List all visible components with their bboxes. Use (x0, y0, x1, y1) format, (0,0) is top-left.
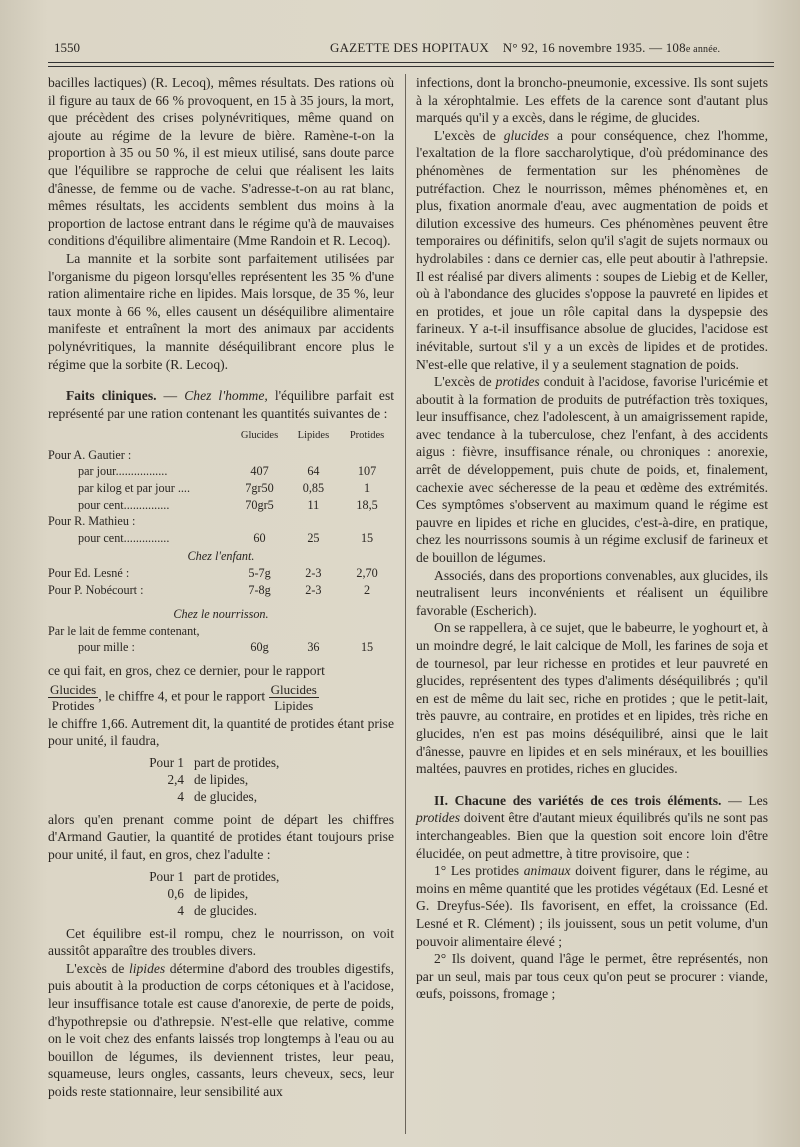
cell-glucides: 60g (250, 640, 269, 655)
group-label: Pour R. Mathieu : (48, 514, 136, 529)
cell-glucides: 7gr50 (245, 481, 274, 496)
emphasis: protides (416, 810, 461, 826)
page-number: 1550 (54, 40, 80, 55)
section-paragraph (416, 792, 768, 862)
header-rule-double (48, 66, 774, 67)
table-row (48, 480, 394, 497)
paragraph (416, 373, 768, 567)
fraction-numerator: Glucides (50, 681, 97, 697)
cell-lipides: 2-3 (305, 582, 322, 597)
cell-lipides: 2-3 (305, 566, 322, 581)
paragraph (416, 862, 768, 950)
list-item (140, 885, 394, 902)
cell-protides: 18,5 (356, 497, 378, 512)
list-text: de glucides. (194, 902, 257, 918)
header-rule (48, 62, 774, 63)
list-text: de glucides, (194, 788, 257, 804)
group-label: Pour A. Gautier : (48, 447, 132, 462)
text: — Les (721, 792, 768, 808)
year-suffix: e année. (685, 44, 721, 55)
cell-lipides: 64 (307, 464, 320, 479)
cell-protides: 1 (364, 481, 371, 496)
table-row (48, 497, 394, 514)
text: l'équilibre parfait est représenté par une ration contenant les quantités suivantes de : (48, 388, 395, 421)
dash: — (156, 388, 185, 404)
paragraph: On se rappellera, à ce sujet, que le babeurre, le yoghourt et, à un moindre degré, le lait calcique de Moll, les farines de soja et de tournesol, par leur richesse en protides et leur pauvreté en glucides, représentent des types d'aliments déséquilibrés ; qu'il en est de même du lait sec, riche en protides ; que le petit-lait, très pauvre, au contraire, en protides et en lipides, très riche en glucides, n'en est pas moins déséquilibré, ainsi que le lait d'ânesse, pauvre en lipides et en sels minéraux, et les bouillies maltées, pauvres en protides, riches en glucides. (416, 620, 768, 777)
paragraph: La mannite et la sorbite sont parfaitement utilisées par l'organisme du pigeon lorsqu'elles représentent les 35 % d'une ration alimentaire riche en lipides. Mais lorsque, de 35 %, leur taux monte à 66 %, elles causent un déséquilibre alimentaire manifeste et entraînent la mort des animaux par accidents polynévritiques, la mannite déséquilibrant encore plus le régime que la sorbite (R. Lecoq). (48, 250, 394, 372)
list-key: Pour 1 (149, 868, 184, 884)
cell-lipides: 0,85 (302, 481, 325, 496)
section-heading: Faits cliniques. (66, 388, 157, 404)
issue-line: N° 92, 16 novembre 1935. — 108 (502, 40, 686, 55)
cell-glucides: 407 (250, 464, 269, 479)
paragraph: bacilles lactiques) (R. Lecoq), mêmes résultats. Des rations où il figure au taux de 66 % provoquent, en 15 à 35 jours, la mort, que précèdent des crises polynévritiques, même quand on ajoute au régime de la levure de bière. Ramène-t-on la proportion à 35 ou 50 %, il est mieux utilisé, sans doute parce que l'équilibre se rapproche de celui que réalisent les laits d'ânesse, de femme ou de vache. S'adresse-t-on au rat blanc, mêmes résultats, les accidents semblent dus moins à la proportion de lactose entrant dans le régime qu'à de mauvaises conditions d'équilibre alimentaire (Mme Randoin et R. Lecoq). (48, 75, 394, 249)
fraction-denominator: Lipides (274, 697, 314, 713)
section-heading: II. Chacune des variétés de ces trois éléments. (434, 792, 722, 808)
cell-glucides: 70gr5 (245, 497, 274, 512)
text: L'excès de (434, 374, 496, 390)
row-label: pour cent............... (78, 497, 170, 512)
journal-title: GAZETTE DES HOPITAUX (330, 40, 489, 55)
paragraph: infections, dont la broncho-pneumonie, excessive. Ils sont sujets à la xérophtalmie. Les effets de la carence sont d'autant plus marqués qu'il y a excès, dans le régime, de glucides. (416, 75, 768, 126)
text: doivent figurer, dans le régime, au moins en même quantité que les protides végétaux (Ed. Lesné et G. Dreyfus-Sée). Ils favorisent, en effet, la croissance (Ed. Lesné et R. Clément) ; ils jouissent, sous un petit volume, d'un pouvoir alimentaire élevé ; (416, 863, 769, 949)
emphasis: protides (495, 374, 540, 390)
list-text: part de protides, (194, 868, 280, 884)
table-row (48, 530, 394, 547)
paragraph: Cet équilibre est-il rompu, chez le nourrisson, on voit aussitôt apparaître des troubles divers. (48, 925, 394, 959)
table-subheading (48, 546, 394, 565)
text: 1° Les protides (434, 863, 524, 879)
emphasis: Chez l'homme, (184, 388, 268, 404)
row-label: pour mille : (78, 640, 135, 655)
column-divider (405, 74, 406, 1134)
cell-protides: 15 (360, 530, 374, 545)
paragraph: le chiffre 1,66. Autrement dit, la quantité de protides étant prise pour unité, il faudra, (48, 715, 394, 749)
paragraph: Associés, dans des proportions convenables, aux glucides, ils neutralisent leurs inconvénients et réalisent un équilibre favorable (Escherich). (416, 567, 768, 618)
fraction-denominator: Protides (51, 697, 95, 713)
text: L'excès de (66, 960, 129, 976)
column-header: Protides (349, 430, 385, 442)
table-header-row (48, 428, 394, 447)
list-text: de lipides, (194, 885, 249, 901)
list-key: 2,4 (167, 771, 184, 787)
page-header (48, 36, 774, 58)
row-label: par kilog et par jour .... (78, 481, 191, 496)
right-column (416, 74, 768, 1003)
column-header: Glucides (240, 430, 279, 442)
cell-glucides: 60 (253, 530, 266, 545)
ratio-fraction (48, 682, 98, 713)
emphasis: animaux (523, 863, 571, 879)
text: L'excès de (434, 127, 504, 143)
table-row (48, 463, 394, 480)
ratio-fraction (269, 682, 319, 713)
emphasis: lipides (128, 960, 166, 976)
list-key: Pour 1 (149, 754, 184, 770)
table-row (48, 582, 394, 599)
cell-protides: 15 (360, 640, 374, 655)
list-text: de lipides, (194, 771, 249, 787)
paragraph: 2° Ils doivent, quand l'âge le permet, être représentés, non par un seul, mais par tous ceux qu'on peut se procurer : viande, œufs, poissons, fromage ; (416, 951, 768, 1002)
cell-glucides: 7-8g (248, 582, 271, 597)
paragraph: ce qui fait, en gros, chez ce dernier, pour le rapport (48, 663, 325, 678)
paragraph (416, 127, 768, 373)
list-key: 4 (177, 788, 184, 804)
nutrition-table (48, 428, 394, 656)
fraction-numerator: Glucides (270, 681, 317, 697)
table-subheading (48, 598, 394, 623)
cell-protides: 107 (357, 464, 377, 479)
table-row (48, 565, 394, 582)
cell-protides: 2,70 (356, 566, 378, 581)
text: doivent être d'autant mieux équilibrés qu'ils ne sont pas interchangeables. Bien que la question soit encore loin d'être élucidée, on peut admettre, à titre provisoire, que : (416, 810, 768, 861)
running-title (330, 40, 720, 56)
list-item (140, 754, 394, 771)
proportion-list (140, 754, 394, 805)
faits-cliniques-paragraph (48, 387, 394, 422)
text: conduit à l'acidose, favorise l'uricémie et aboutit à la formation de produits de putréfaction très toxiques, leur insuffisance, chez l'adolescent, à un amaigrissement rapide, avec tendance à la tuberculose, chez l'enfant, à des accidents aigus : fièvre, insuffisance rénale, ou chroniques : anorexie, arrêt de développement, puis chute de poids, et, finalement, cachexie avec sécheresse de la peau et œdème des extrémités. Ces symptômes s'observent au maximum quand le régime est pauvre en lipides et riche en glucides, c'est-à-dire, en pratique, chez les nourrissons soumis à un régime exclusif de farineux et de bouillon de légumes. (416, 374, 768, 566)
left-column (48, 74, 394, 1101)
table-row (48, 639, 394, 656)
row-label: Pour P. Nobécourt : (48, 582, 144, 597)
row-label: Pour Ed. Lesné : (48, 566, 130, 581)
column-header: Lipides (297, 430, 330, 442)
cell-protides: 2 (364, 582, 371, 597)
paragraph (48, 960, 394, 1101)
table-group-label (48, 623, 394, 640)
text: a pour conséquence, chez l'homme, l'exaltation de la flore saccharolytique, d'où prédominance des phénomènes de fermentation sur les phénomènes de putréfaction. Chez le nourrisson, mêmes phénomènes et, en plus, fixation anormale d'eau, avec augmentation de poids et dilution excessive des humeurs. Ces phénomènes peuvent être temporaires ou définitifs, selon qu'il s'agit de sujets normaux ou hydrolabiles : dans ce dernier cas, elle peut aboutir à l'athrepsie. Il est réalisé par divers aliments : soupes de Liebig et de Keller, où à l'abondance des glucides s'oppose la pauvreté en lipides et en protides, et joue un rôle capital dans la dyspepsie des farineux. Y a-t-il insuffisance absolue de glucides, l'acidose est inévitable, surtout s'il y a un excès de lipides et de protides. N'est-elle que relative, il y a seulement stagnation de poids. (416, 127, 768, 372)
text: détermine d'abord des troubles digestifs, puis aboutit à la production de corps cétoniques et à l'acidose, leur insuffisance totale est cause d'anorexie, de perte de poids, d'hypothrepsie ou d'athrepsie. N'est-elle que relative, comme on le voit chez des enfants laissés trop longtemps à l'eau ou au bouillon de légumes, ils deviennent tristes, leur peau, squameuse, leurs ongles, cassants, leurs cheveux, secs, leur poids reste stationnaire, leur sensibilité aux (48, 960, 394, 1099)
subheading: Chez le nourrisson. (173, 607, 269, 622)
cell-lipides: 25 (307, 530, 320, 545)
paragraph: alors qu'en prenant comme point de départ les chiffres d'Armand Gautier, la quantité de protides étant toujours prise pour unité, il faut, en gros, chez l'adulte : (48, 811, 394, 862)
emphasis: glucides (503, 127, 550, 143)
list-text: part de protides, (194, 754, 280, 770)
ratio-line (48, 682, 394, 713)
list-item (140, 902, 394, 919)
list-item (140, 771, 394, 788)
subheading: Chez l'enfant. (187, 549, 255, 564)
list-key: 0,6 (167, 885, 184, 901)
list-item (140, 868, 394, 885)
cell-lipides: 11 (307, 497, 320, 512)
list-item (140, 788, 394, 805)
text: , le chiffre 4, et pour le rapport (98, 688, 266, 704)
row-label: pour cent............... (78, 530, 170, 545)
row-label: par jour................. (78, 464, 168, 479)
group-label: Par le lait de femme contenant, (48, 623, 200, 638)
table-group-label (48, 447, 394, 464)
cell-glucides: 5-7g (248, 566, 271, 581)
list-key: 4 (177, 902, 184, 918)
cell-lipides: 36 (307, 640, 320, 655)
table-group-label (48, 513, 394, 530)
proportion-list (140, 868, 394, 919)
